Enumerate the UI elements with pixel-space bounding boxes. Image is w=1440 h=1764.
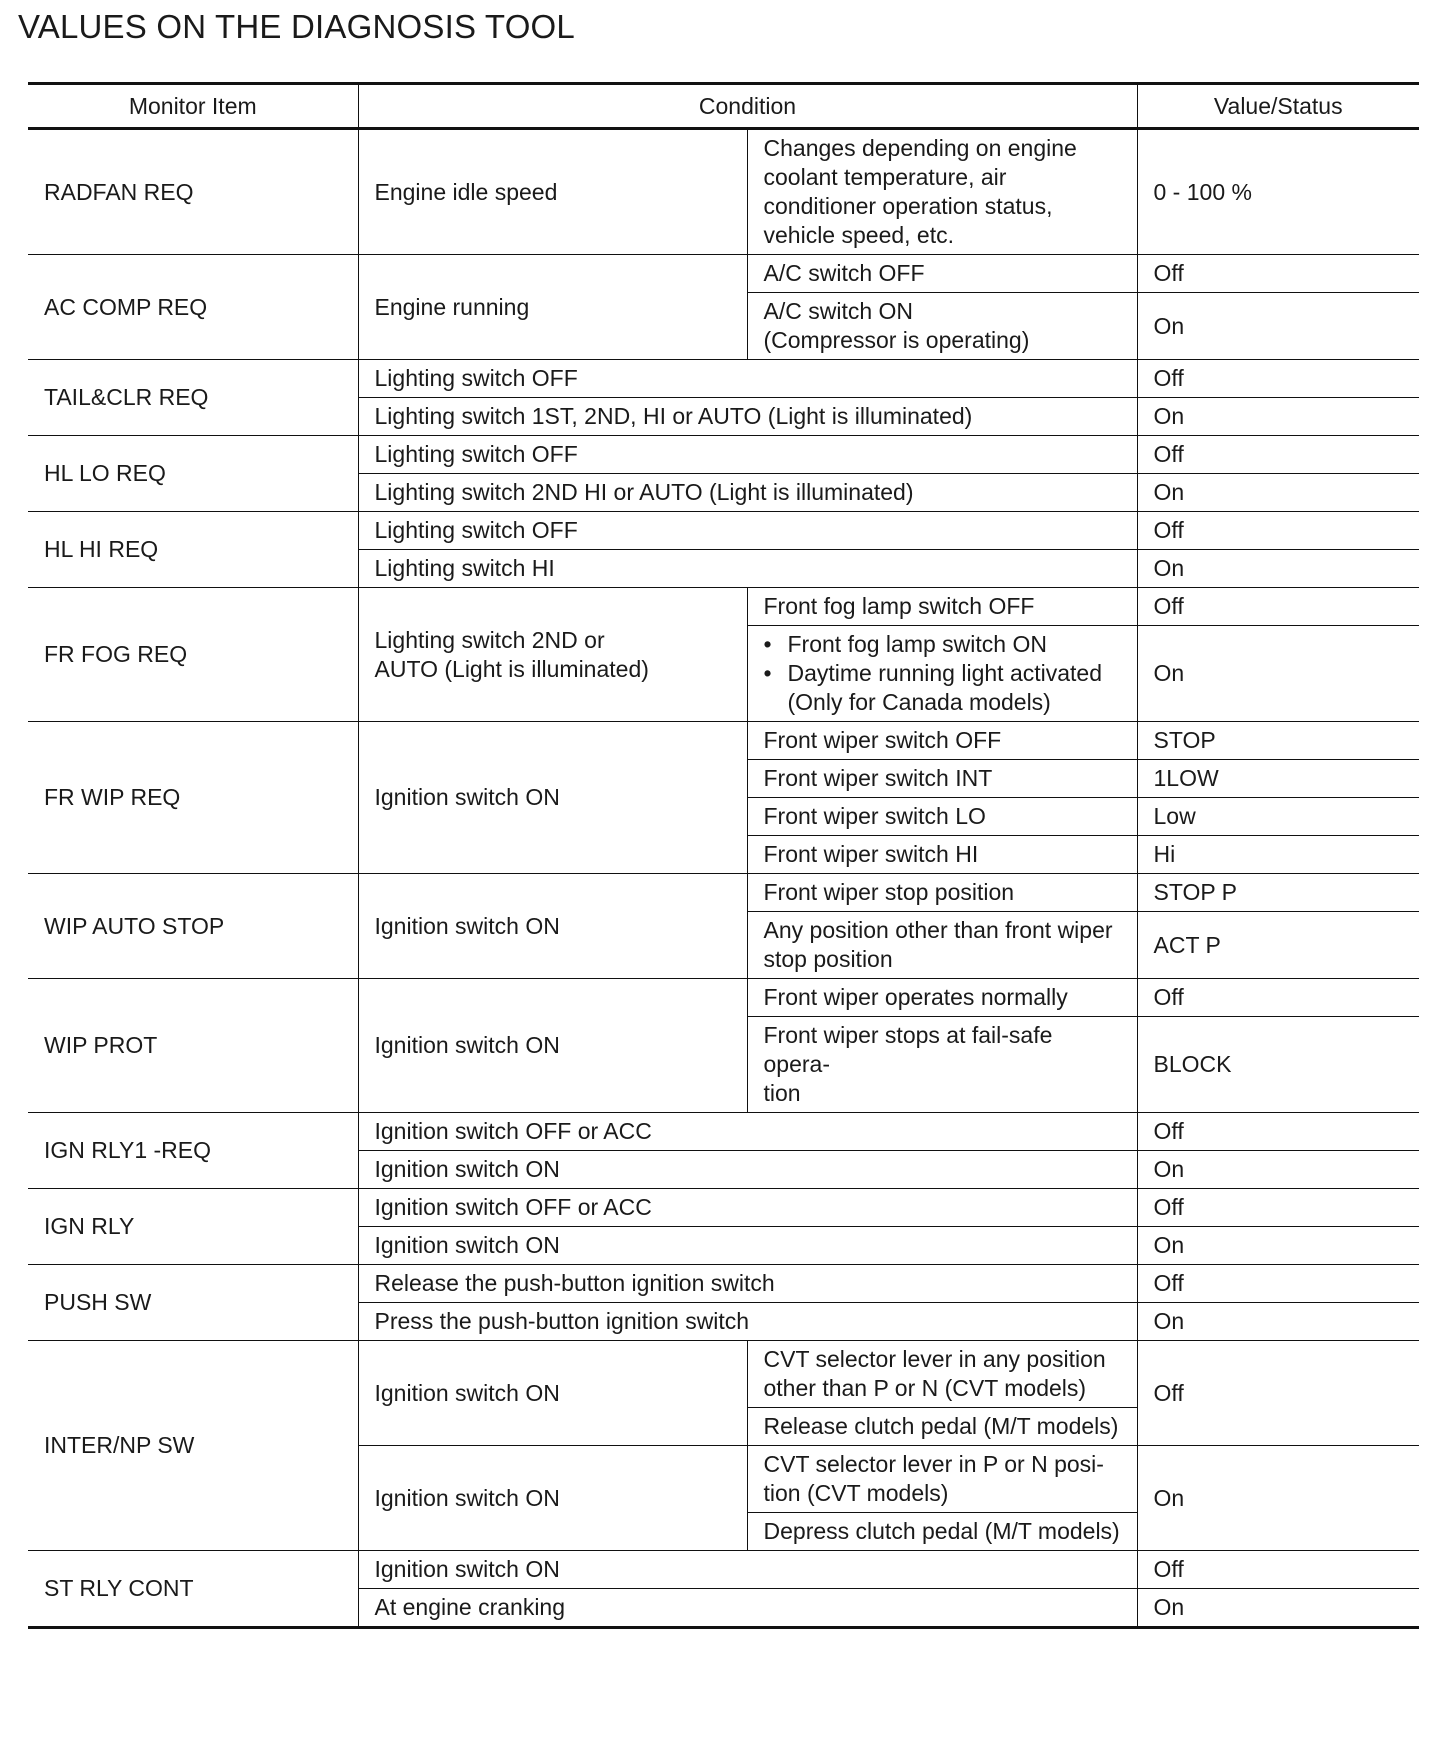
- sub-condition: [747, 1446, 1137, 1513]
- monitor-item: AC COMP REQ: [28, 255, 358, 360]
- table-row: [28, 1113, 1419, 1151]
- monitor-item: INTER/NP SW: [28, 1341, 358, 1551]
- value-status: ACT P: [1137, 912, 1419, 979]
- monitor-item: TAIL&CLR REQ: [28, 360, 358, 436]
- condition: At engine cranking: [358, 1589, 1137, 1628]
- sub-condition: A/C switch OFF: [747, 255, 1137, 293]
- table-row: [28, 129, 1419, 255]
- value-status: On: [1137, 626, 1419, 722]
- sub-condition-line: stop position: [763, 946, 893, 972]
- value-status: Off: [1137, 979, 1419, 1017]
- value-status: On: [1137, 1227, 1419, 1265]
- sub-condition-line: other than P or N (CVT models): [763, 1375, 1087, 1401]
- value-status: On: [1137, 1446, 1419, 1551]
- value-status: Off: [1137, 588, 1419, 626]
- sub-condition: Changes depending on engine coolant temperature, air conditioner operation status, vehicle speed, etc.: [747, 129, 1137, 255]
- sub-condition: [747, 626, 1137, 722]
- sub-condition: Front wiper switch HI: [747, 836, 1137, 874]
- bullet-item: [764, 630, 1121, 659]
- header-monitor-item: Monitor Item: [28, 84, 358, 129]
- sub-condition-line: CVT selector lever in P or N posi-: [763, 1451, 1104, 1477]
- diagnosis-values-table: [28, 82, 1419, 1629]
- sub-condition-line: Front wiper stops at fail-safe opera-: [763, 1022, 1053, 1077]
- bullet-item: [764, 659, 1121, 717]
- header-value-status: Value/Status: [1137, 84, 1419, 129]
- condition: Release the push-button ignition switch: [358, 1265, 1137, 1303]
- condition: Ignition switch ON: [358, 1341, 747, 1446]
- sub-condition: Front wiper operates normally: [747, 979, 1137, 1017]
- value-status: Off: [1137, 1551, 1419, 1589]
- value-status: Off: [1137, 1113, 1419, 1151]
- monitor-item: HL HI REQ: [28, 512, 358, 588]
- table-row: [28, 979, 1419, 1017]
- value-status: On: [1137, 550, 1419, 588]
- value-status: 0 - 100 %: [1137, 129, 1419, 255]
- condition: Lighting switch OFF: [358, 512, 1137, 550]
- condition: Lighting switch HI: [358, 550, 1137, 588]
- value-status: On: [1137, 474, 1419, 512]
- condition: Ignition switch OFF or ACC: [358, 1113, 1137, 1151]
- sub-condition: Front wiper switch INT: [747, 760, 1137, 798]
- table-header-row: [28, 84, 1419, 129]
- value-status: On: [1137, 1589, 1419, 1628]
- sub-condition-line: tion (CVT models): [763, 1480, 949, 1506]
- value-status: On: [1137, 1151, 1419, 1189]
- value-status: Hi: [1137, 836, 1419, 874]
- value-status: Off: [1137, 255, 1419, 293]
- condition: Ignition switch OFF or ACC: [358, 1189, 1137, 1227]
- value-status: Off: [1137, 1341, 1419, 1446]
- value-status: Low: [1137, 798, 1419, 836]
- condition: Lighting switch 2ND HI or AUTO (Light is illuminated): [358, 474, 1137, 512]
- page-title: VALUES ON THE DIAGNOSIS TOOL: [18, 8, 575, 45]
- monitor-item: WIP AUTO STOP: [28, 874, 358, 979]
- bullet-icon: •: [763, 660, 772, 686]
- condition: Ignition switch ON: [358, 1551, 1137, 1589]
- monitor-item: ST RLY CONT: [28, 1551, 358, 1628]
- condition: Ignition switch ON: [358, 1151, 1137, 1189]
- condition: Engine running: [358, 255, 747, 360]
- sub-condition-line: Any position other than front wiper: [763, 917, 1113, 943]
- condition-line: Lighting switch 2ND or: [374, 626, 605, 653]
- sub-condition: Release clutch pedal (M/T models): [747, 1408, 1137, 1446]
- sub-condition: [747, 1341, 1137, 1408]
- table-row: [28, 722, 1419, 760]
- value-status: BLOCK: [1137, 1017, 1419, 1113]
- sub-condition-line: (Compressor is operating): [763, 327, 1030, 353]
- value-status: On: [1137, 293, 1419, 360]
- sub-condition-line: CVT selector lever in any position: [763, 1346, 1106, 1372]
- table-row: [28, 1551, 1419, 1589]
- condition: [358, 588, 747, 722]
- table-row: [28, 255, 1419, 293]
- table-row: [28, 1341, 1419, 1408]
- condition: Ignition switch ON: [358, 1227, 1137, 1265]
- value-status: On: [1137, 398, 1419, 436]
- table-row: [28, 436, 1419, 474]
- sub-condition-line: A/C switch ON: [763, 298, 914, 324]
- bullet-text: Daytime running light activated: [787, 660, 1102, 686]
- monitor-item: IGN RLY1 -REQ: [28, 1113, 358, 1189]
- monitor-item: WIP PROT: [28, 979, 358, 1113]
- value-status: STOP P: [1137, 874, 1419, 912]
- value-status: On: [1137, 1303, 1419, 1341]
- condition: Lighting switch OFF: [358, 360, 1137, 398]
- condition: Ignition switch ON: [358, 874, 747, 979]
- condition-line: AUTO (Light is illuminated): [374, 655, 649, 682]
- condition: Lighting switch 1ST, 2ND, HI or AUTO (Light is illuminated): [358, 398, 1137, 436]
- sub-condition: [747, 293, 1137, 360]
- sub-condition: [747, 912, 1137, 979]
- bullet-text: Front fog lamp switch ON: [787, 631, 1047, 657]
- sub-condition: Front fog lamp switch OFF: [747, 588, 1137, 626]
- value-status: STOP: [1137, 722, 1419, 760]
- value-status: Off: [1137, 1265, 1419, 1303]
- table-row: [28, 1189, 1419, 1227]
- table-row: [28, 874, 1419, 912]
- condition: Ignition switch ON: [358, 1446, 747, 1551]
- value-status: 1LOW: [1137, 760, 1419, 798]
- bullet-icon: •: [763, 631, 772, 657]
- condition: Ignition switch ON: [358, 979, 747, 1113]
- monitor-item: HL LO REQ: [28, 436, 358, 512]
- condition: Engine idle speed: [358, 129, 747, 255]
- condition: Lighting switch OFF: [358, 436, 1137, 474]
- monitor-item: FR FOG REQ: [28, 588, 358, 722]
- value-status: Off: [1137, 1189, 1419, 1227]
- sub-condition: Front wiper switch LO: [747, 798, 1137, 836]
- table-row: [28, 360, 1419, 398]
- monitor-item: RADFAN REQ: [28, 129, 358, 255]
- table-row: [28, 1265, 1419, 1303]
- table-row: [28, 588, 1419, 626]
- condition: Ignition switch ON: [358, 722, 747, 874]
- value-status: Off: [1137, 512, 1419, 550]
- monitor-item: FR WIP REQ: [28, 722, 358, 874]
- sub-condition: Front wiper stop position: [747, 874, 1137, 912]
- value-status: Off: [1137, 360, 1419, 398]
- value-status: Off: [1137, 436, 1419, 474]
- sub-condition: Depress clutch pedal (M/T models): [747, 1513, 1137, 1551]
- sub-condition-line: tion: [763, 1080, 801, 1106]
- sub-condition: Front wiper switch OFF: [747, 722, 1137, 760]
- sub-condition: [747, 1017, 1137, 1113]
- monitor-item: PUSH SW: [28, 1265, 358, 1341]
- condition: Press the push-button ignition switch: [358, 1303, 1137, 1341]
- monitor-item: IGN RLY: [28, 1189, 358, 1265]
- table-row: [28, 512, 1419, 550]
- header-condition: Condition: [358, 84, 1137, 129]
- bullet-text-cont: (Only for Canada models): [787, 689, 1051, 715]
